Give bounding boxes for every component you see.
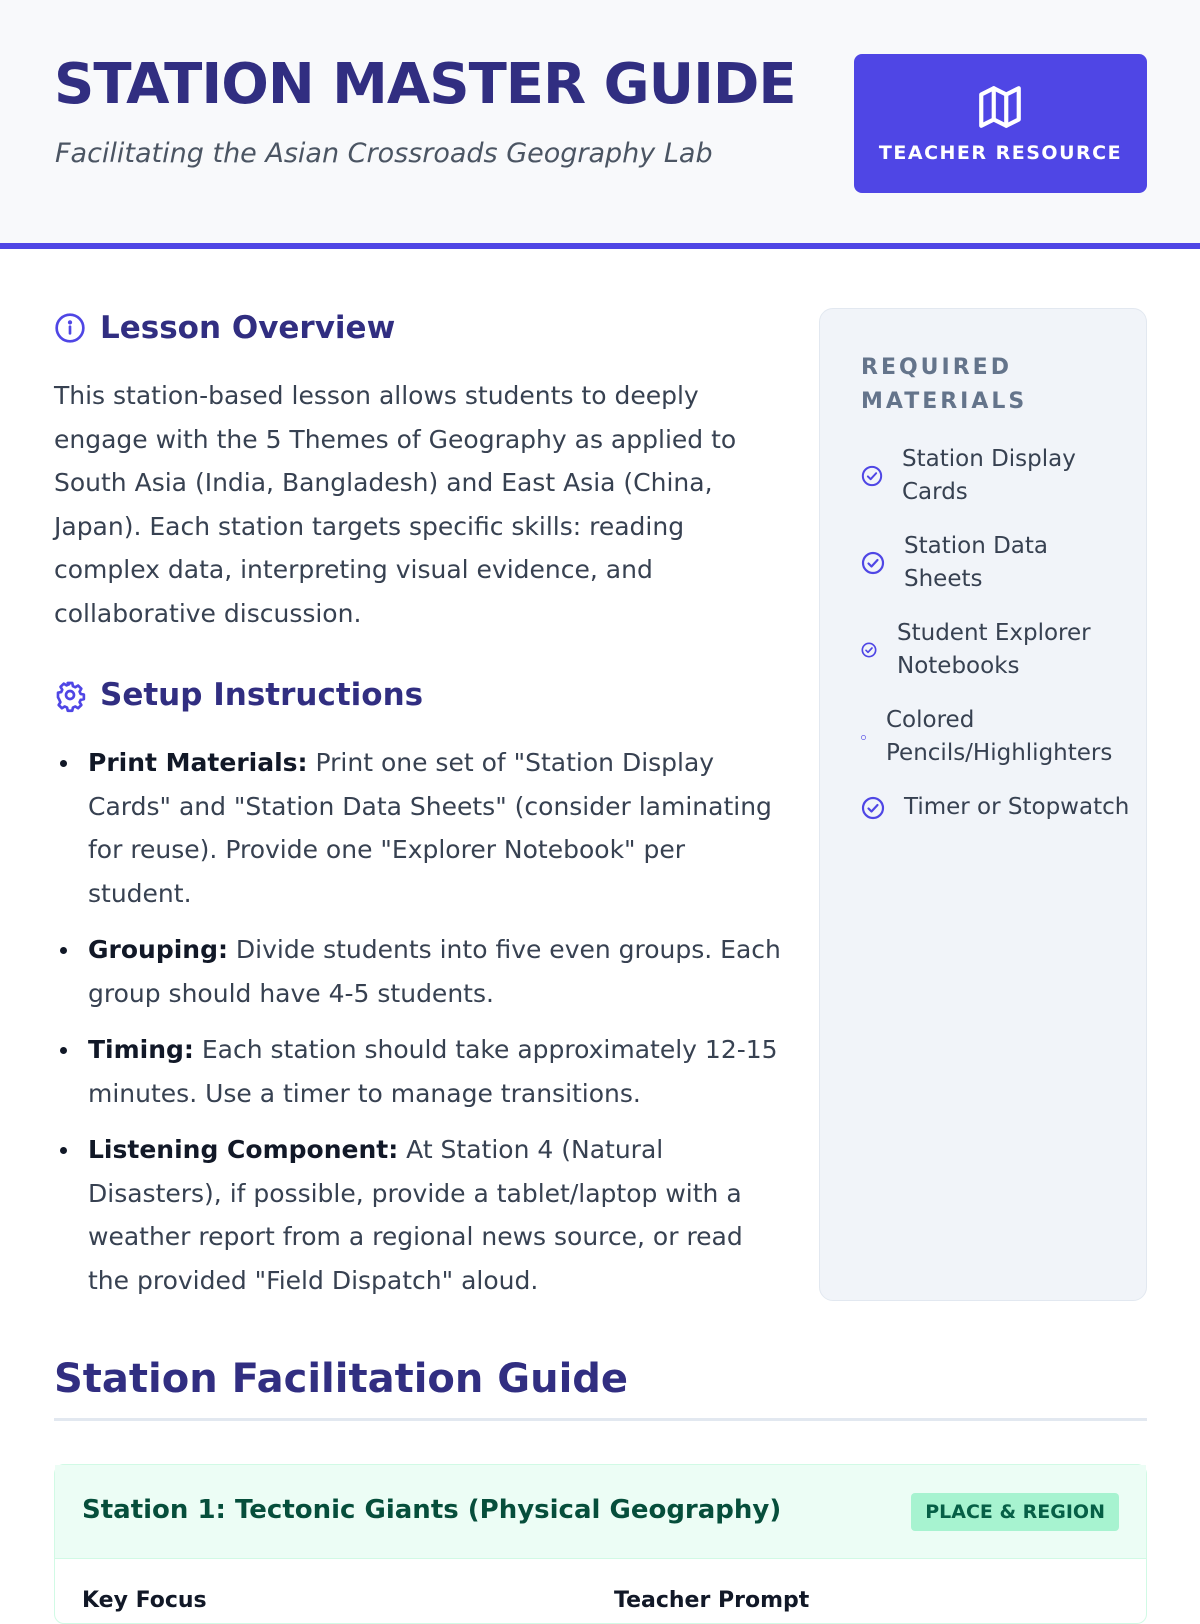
check-circle-icon <box>861 551 885 575</box>
page-header <box>0 0 1200 249</box>
overview-heading-row <box>54 310 395 346</box>
list-item <box>54 928 784 1015</box>
list-item <box>54 1028 784 1115</box>
badge-label: TEACHER RESOURCE <box>878 142 1123 164</box>
material-item <box>861 443 1131 509</box>
check-circle-icon <box>861 796 885 820</box>
material-label: Station Data Sheets <box>904 533 1048 592</box>
map-icon <box>975 82 1025 132</box>
setup-heading: Setup Instructions <box>100 677 424 713</box>
setup-list <box>54 741 784 1315</box>
list-item <box>54 1128 784 1302</box>
setup-heading-row <box>54 677 423 713</box>
check-circle-icon <box>861 642 877 658</box>
item-label: Print Materials: <box>88 748 308 777</box>
materials-sidebar <box>819 308 1147 1301</box>
material-item <box>861 530 1131 596</box>
material-label: Colored Pencils/Highlighters <box>886 707 1113 766</box>
item-text: Divide students into five even groups. Each group should have 4-5 students. <box>88 935 781 1008</box>
overview-heading: Lesson Overview <box>100 310 396 346</box>
material-label: Timer or Stopwatch <box>904 794 1130 820</box>
station-title: Station 1: Tectonic Giants (Physical Geography) <box>82 1495 782 1525</box>
facilitation-guide-heading: Station Facilitation Guide <box>54 1356 629 1402</box>
key-focus-label: Key Focus <box>82 1588 207 1613</box>
material-label: Station Display Cards <box>902 446 1076 505</box>
station-card-header <box>55 1465 1146 1559</box>
materials-title: REQUIRED MATERIALS <box>861 355 1028 414</box>
gear-icon <box>54 679 86 711</box>
divider <box>54 1418 1147 1421</box>
material-item <box>861 704 1131 770</box>
item-text: Each station should take approximately 12-15 minutes. Use a timer to manage transitions. <box>88 1035 778 1108</box>
item-text: Print one set of "Station Display Cards" and "Station Data Sheets" (consider laminating for reuse). Provide one "Explorer Notebook" per student. <box>88 748 772 908</box>
check-circle-icon <box>861 735 866 740</box>
item-label: Timing: <box>88 1035 194 1064</box>
item-label: Listening Component: <box>88 1135 399 1164</box>
station-card <box>54 1464 1147 1624</box>
material-item <box>861 617 1131 683</box>
item-text: At Station 4 (Natural Disasters), if possible, provide a tablet/laptop with a weather report from a regional news source, or read the provided "Field Dispatch" aloud. <box>88 1135 743 1295</box>
teacher-prompt-label: Teacher Prompt <box>614 1588 810 1613</box>
teacher-resource-badge <box>854 54 1147 193</box>
list-item <box>54 741 784 915</box>
page-subtitle: Facilitating the Asian Crossroads Geography Lab <box>55 138 713 169</box>
check-circle-icon <box>861 465 883 487</box>
overview-text: This station-based lesson allows students to deeply engage with the 5 Themes of Geography as applied to South Asia (India, Bangladesh) and East Asia (China, Japan). Each station targets specific skills: reading complex data, interpreting visual evidence, and collaborative discussion. <box>54 381 737 628</box>
page-title: STATION MASTER GUIDE <box>54 52 796 117</box>
material-item <box>861 791 1131 824</box>
material-label: Student Explorer Notebooks <box>897 620 1091 679</box>
item-label: Grouping: <box>88 935 228 964</box>
info-icon <box>54 312 86 344</box>
theme-badge: PLACE & REGION <box>911 1493 1119 1531</box>
